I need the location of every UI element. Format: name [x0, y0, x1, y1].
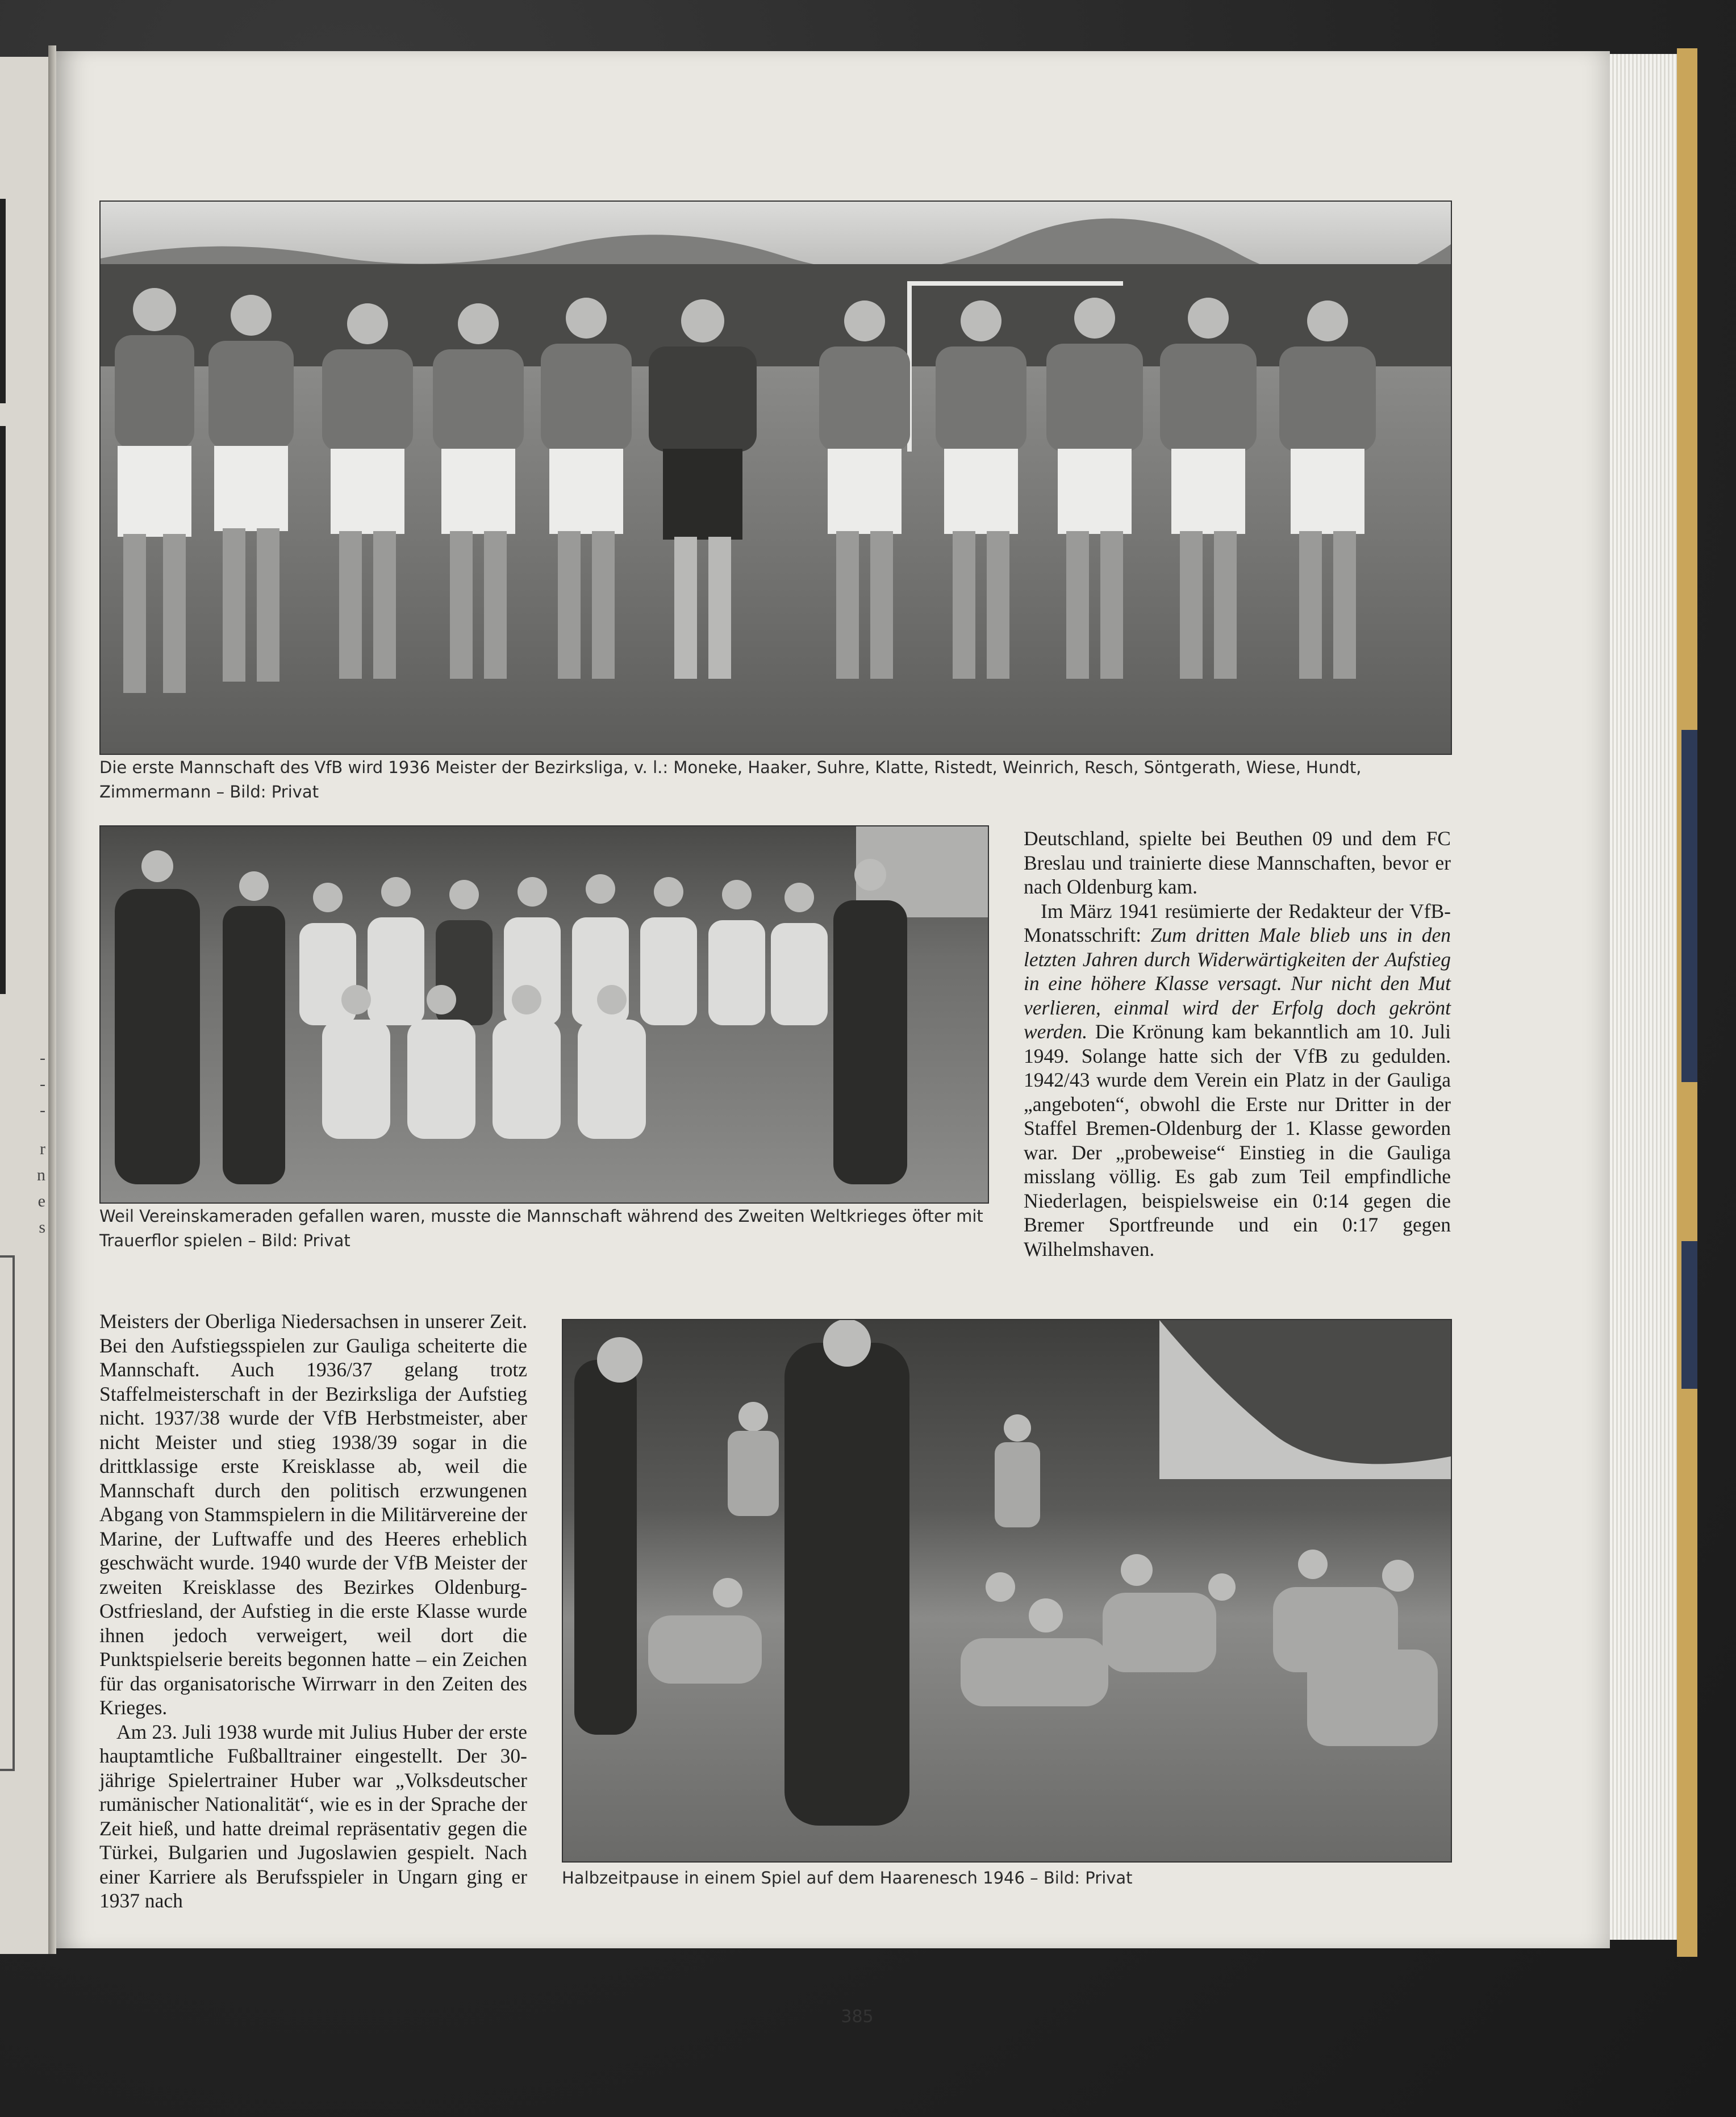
left-page-fragment: -	[40, 1049, 45, 1067]
cover-pattern	[1681, 1241, 1697, 1389]
quote-italic: Zum dritten Male blieb uns in den letzten Jahren durch Widerwärtigkeiten der Aufstieg in eine höhere Klasse versagt. Nur nicht den Mut verlieren, einmal wird der Erfolg doch gekrönt werden.	[1024, 924, 1451, 1043]
team-photo-wartime	[99, 825, 989, 1204]
caption-team-1936: Die erste Mannschaft des VfB wird 1936 Meister der Bezirksliga, v. l.: Moneke, Haaker, Suhre, Klatte, Ristedt, Weinrich, Resch, Söntgerath, Wiese, Hundt, Zimmermann – Bild: Privat	[99, 758, 1362, 801]
paragraph: Deutschland, spielte bei Beuthen 09 und dem FC Breslau und trainierte diese Mannschaften, bevor er nach Oldenburg kam.	[1024, 827, 1451, 898]
left-page-fragment: -	[40, 1075, 45, 1093]
left-page-fragment: n	[37, 1166, 45, 1184]
left-page-box	[0, 1255, 15, 1771]
left-page-fragment: -	[40, 1101, 45, 1120]
paragraph-text: Die Krönung kam bekanntlich am 10. Juli 1949. Solange hatte sich der VfB zu gedulden. 1942/43 wurde dem Verein ein Platz in der Gauliga „angeboten“, obwohl die Erste nur Dritter in der Staffel Bremen-Oldenburg der 1. Klasse geworden war. Der „probeweise“ Einstieg in die Gauliga misslang völlig. Es gab zum Teil empfindliche Niederlagen, beispielsweise ein 0:14 gegen die Bremer Sportfreunde und ein 0:17 gegen Wilhelmshaven.	[1024, 1020, 1451, 1260]
book-gutter	[48, 45, 56, 1954]
left-page-edge	[0, 57, 52, 1954]
left-page-photo-edge	[0, 199, 6, 403]
paragraph-text: Im März 1941 resümierte der Redakteur der VfB-Monatsschrift:	[1024, 899, 1451, 946]
paragraph: Am 23. Juli 1938 wurde mit Julius Huber der erste hauptamtliche Fußballtrainer eingestellt. Der 30-jährige Spielertrainer Huber war „Volksdeutscher rumänischer Nationalität“, wie es in der Sprache der Zeit hieß, und hatte dreimal repräsentativ gegen die Türkei, Bulgarien und Jugoslawien gespielt. Nach einer Karriere als Berufsspieler in Ungarn ging er 1937 nach	[99, 1720, 527, 1912]
text-column-right	[1024, 826, 1451, 1261]
paragraph: Meisters der Oberliga Niedersachsen in unserer Zeit. Bei den Aufstiegsspielen zur Gauliga scheiterte die Mannschaft. Auch 1936/37 gelang trotz Staffelmeisterschaft in der Bezirksliga der Aufstieg nicht. 1937/38 wurde der VfB Herbstmeister, aber nicht Meister und stieg 1938/39 sogar in die drittklassige erste Kreisklasse ab, weil die Mannschaft durch den politisch erzwungenen Abgang von Stammspielern in die Militärvereine der Marine, der Luftwaffe und des Heeres erheblich geschwächt wurde. 1940 wurde der VfB Meister der zweiten Kreisklasse des Bezirkes Oldenburg-Ostfriesland, der Aufstieg in die erste Klasse wurde ihnen jedoch verweigert, weil dort die Punktspielserie bereits begonnen hatte – ein Zeichen für das organisatorische Wirrwarr in den Zeiten des Krieges.	[99, 1310, 527, 1719]
paragraph	[1024, 899, 1451, 1262]
page-edges	[1610, 54, 1679, 1940]
caption-halftime: Halbzeitpause in einem Spiel auf dem Haarenesch 1946 – Bild: Privat	[562, 1868, 1133, 1888]
left-page-fragment: s	[39, 1218, 45, 1237]
left-page-fragment: e	[37, 1192, 45, 1210]
book-cover-edge	[1677, 48, 1697, 1957]
left-page-photo-edge	[0, 426, 6, 994]
text-column-left	[99, 1309, 527, 1913]
book-page	[56, 51, 1610, 2027]
cover-pattern	[1681, 730, 1697, 1082]
halftime-photo-1946	[562, 1319, 1452, 1863]
caption-wartime: Weil Vereinskameraden gefallen waren, musste die Mannschaft während des Zweiten Weltkrieges öfter mit Trauerflor spielen – Bild: Privat	[99, 1206, 983, 1250]
team-photo-1936	[99, 201, 1452, 755]
page-number: 385	[841, 2007, 874, 2027]
left-page-fragment: r	[40, 1139, 45, 1158]
